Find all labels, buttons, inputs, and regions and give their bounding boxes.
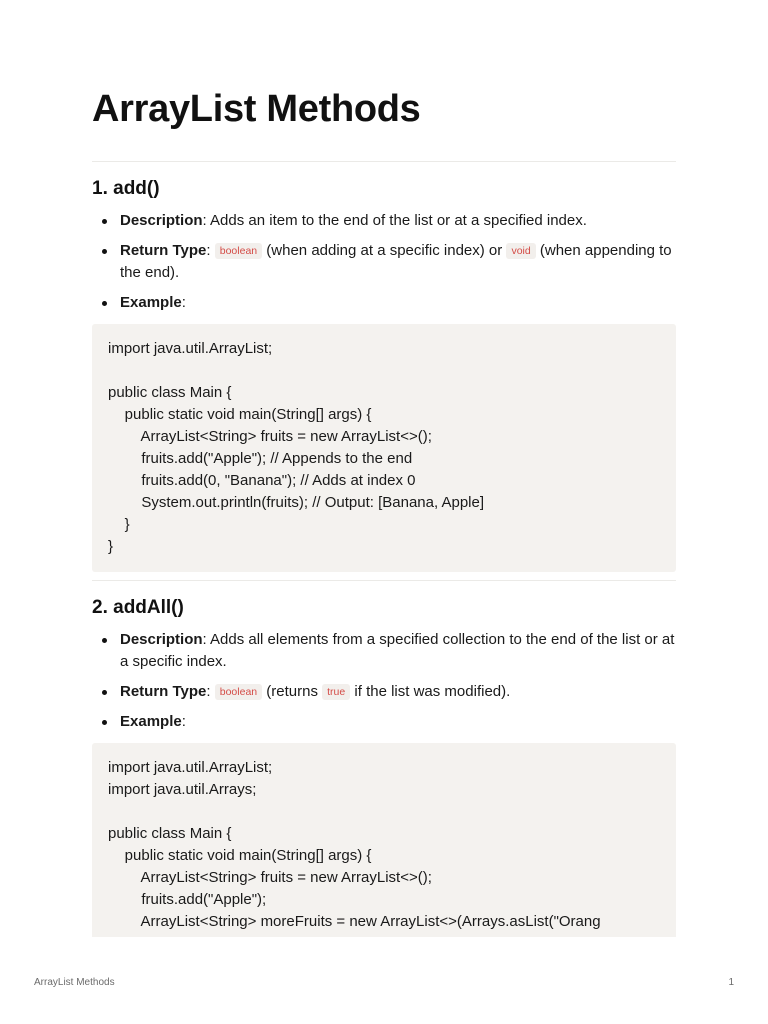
example-colon: : <box>181 294 186 311</box>
description-label: Description <box>120 212 203 229</box>
add-details-list <box>92 210 676 322</box>
return-type-sep: : <box>206 242 215 259</box>
code-block-add[interactable] <box>92 324 676 572</box>
inline-code-true: true <box>322 684 350 700</box>
addall-details-list <box>92 629 676 741</box>
inline-code-boolean: boolean <box>215 684 262 700</box>
section-heading-add: 1. add() <box>92 178 160 199</box>
example-colon: : <box>181 713 186 730</box>
return-type-label: Return Type <box>120 683 207 700</box>
return-type-item <box>92 681 676 703</box>
return-type-text: (when appending to the end). <box>120 242 672 281</box>
return-type-label: Return Type <box>120 242 207 259</box>
footer-page-number: 1 <box>728 977 734 988</box>
code-block-addall[interactable] <box>92 743 676 937</box>
return-type-text: (returns <box>262 683 323 700</box>
example-item <box>92 711 676 733</box>
return-type-text: if the list was modified). <box>350 683 511 700</box>
description-item <box>92 629 676 673</box>
return-type-item <box>92 240 676 284</box>
inline-code-boolean: boolean <box>215 243 262 259</box>
example-label: Example <box>120 294 182 311</box>
return-type-sep: : <box>206 683 215 700</box>
description-text: : Adds an item to the end of the list or at a specified index. <box>202 212 587 229</box>
inline-code-void: void <box>506 243 535 259</box>
return-type-text: (when adding at a specific index) or <box>262 242 507 259</box>
divider <box>92 580 676 581</box>
example-label: Example <box>120 713 182 730</box>
example-item <box>92 292 676 314</box>
description-text: : Adds all elements from a specified collection to the end of the list or at a specific index. <box>120 631 675 670</box>
footer-doc-title: ArrayList Methods <box>34 977 115 988</box>
code-text: import java.util.ArrayList; import java.util.Arrays; public class Main { public static void main(String[] args) { ArrayList<String> fruits = new ArrayList<>(); fruits.add("Apple"); ArrayList<String> moreFruits = new ArrayList<>(Arrays.asList("Orang <box>108 759 601 930</box>
description-label: Description <box>120 631 203 648</box>
section-heading-addall: 2. addAll() <box>92 597 184 618</box>
divider <box>92 161 676 162</box>
page-title: ArrayList Methods <box>92 88 421 130</box>
code-text: import java.util.ArrayList; public class Main { public static void main(String[] args) { ArrayList<String> fruits = new ArrayList<>(); fruits.add("Apple"); // Appends to the end fruits.add(0, "Banana"); // Adds at index 0 System.out.println(fruits); // Output: [Banana, Apple] } } <box>108 340 485 555</box>
description-item <box>92 210 676 232</box>
